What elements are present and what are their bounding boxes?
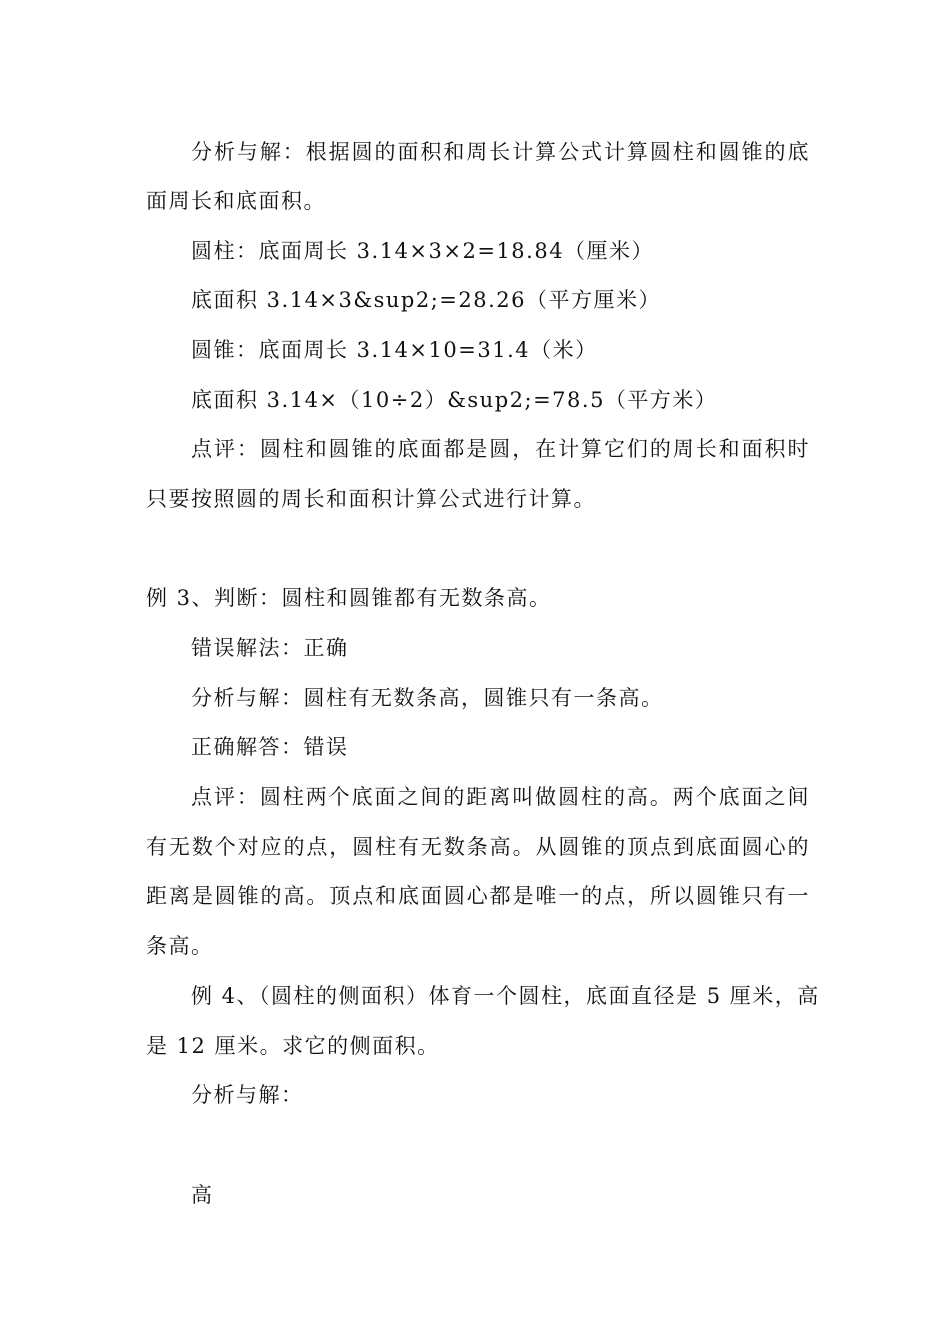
text-line: 分析与解：根据圆的面积和周长计算公式计算圆柱和圆锥的底 (191, 140, 810, 164)
text-line: 有无数个对应的点，圆柱有无数条高。从圆锥的顶点到底面圆心的 (146, 835, 810, 859)
text-line: 分析与解：圆柱有无数条高，圆锥只有一条高。 (191, 686, 664, 710)
text-line: 距离是圆锥的高。顶点和底面圆心都是唯一的点，所以圆锥只有一 (146, 884, 810, 908)
text-line: 是 12 厘米。求它的侧面积。 (146, 1034, 440, 1058)
text-line: 条高。 (146, 934, 214, 958)
text-line: 圆锥：底面周长 3.14×10=31.4（米） (191, 338, 598, 362)
text-line: 底面积 3.14×（10÷2）&sup2;=78.5（平方米） (191, 388, 718, 412)
text-line: 点评：圆柱两个底面之间的距离叫做圆柱的高。两个底面之间 (191, 785, 810, 809)
text-line: 点评：圆柱和圆锥的底面都是圆，在计算它们的周长和面积时 (191, 437, 810, 461)
text-line: 正确解答：错误 (191, 735, 349, 759)
text-line: 错误解法：正确 (191, 636, 349, 660)
text-line: 分析与解： (191, 1083, 304, 1107)
text-line: 高 (191, 1183, 214, 1207)
example-heading: 例 4、（圆柱的侧面积）体育一个圆柱，底面直径是 5 厘米，高 (191, 984, 820, 1008)
text-line: 圆柱：底面周长 3.14×3×2=18.84（厘米） (191, 239, 655, 263)
text-line: 面周长和底面积。 (146, 189, 326, 213)
text-line: 底面积 3.14×3&sup2;=28.26（平方厘米） (191, 288, 661, 312)
example-heading: 例 3、判断：圆柱和圆锥都有无数条高。 (146, 586, 552, 610)
text-line: 只要按照圆的周长和面积计算公式进行计算。 (146, 487, 596, 511)
